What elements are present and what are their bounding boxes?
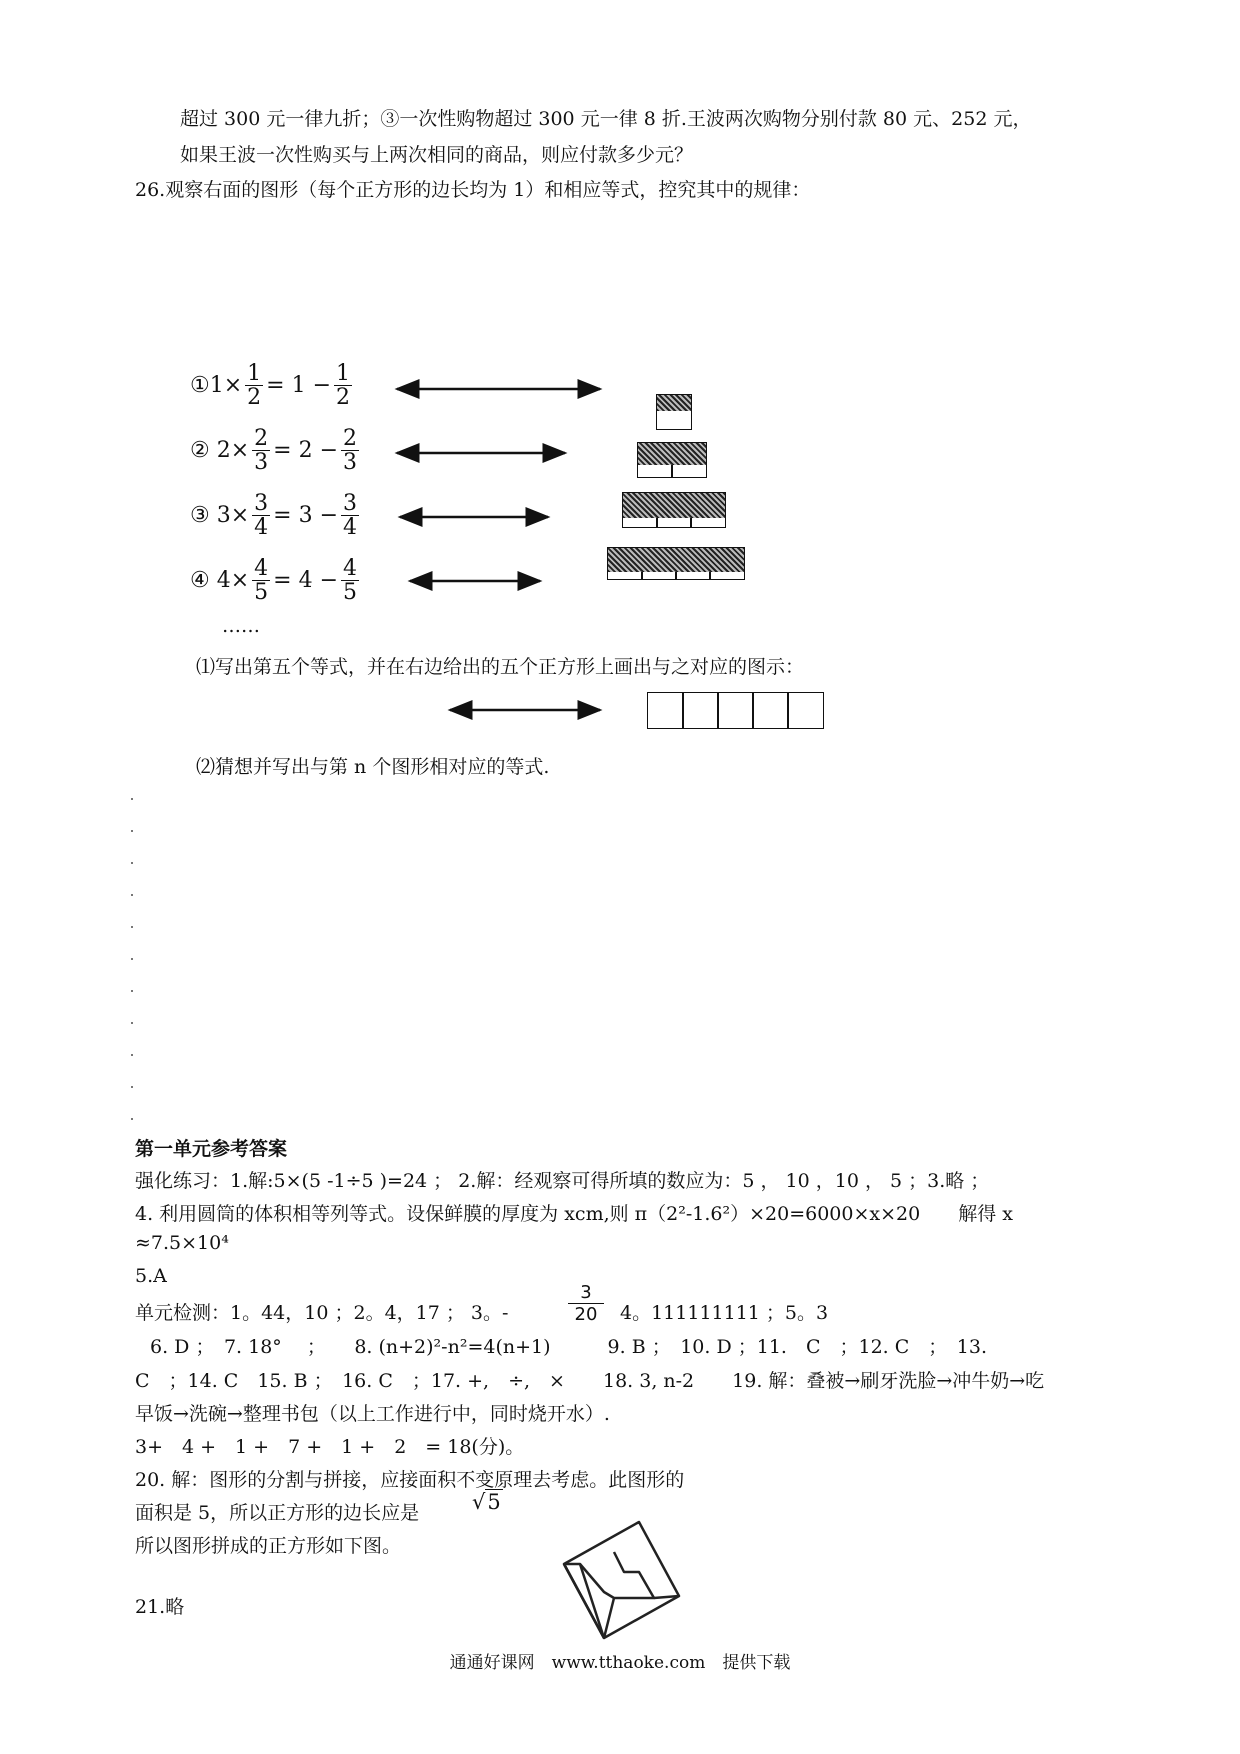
footer-source: 通通好课网 www.tthaoke.com 提供下载 [449,1653,791,1673]
equation-mark: ④ [190,568,210,594]
q25-line-2: 如果王波一次性购买与上两次相同的商品，则应付款多少元？ [180,144,694,166]
equation-mark: ① [190,373,210,399]
unit-square [752,692,789,729]
equation-4: ④ 4 × $\frac{4}{5}$ = 4 − $\frac{4}{5}$ [190,556,358,606]
equation-fraction: $\frac{1}{2}$ [336,361,351,411]
shaded-region [657,395,691,411]
answers-line-9: 3+ 4 + 1 + 7 + 1 + 2 = 18(分)。 [135,1436,525,1458]
equation-mark: ② [190,438,210,464]
equation-fraction: $\frac{2}{3}$ [254,426,269,476]
answers-line-12: 所以图形拼成的正方形如下图。 [135,1535,402,1557]
q26-part-2: ⑵猜想并写出与第 n 个图形相对应的等式. [196,756,550,778]
unit-square [787,692,824,729]
ellipsis: …… [222,615,260,637]
answers-line-11: 面积是 5，所以正方形的边长应是 [135,1502,420,1524]
answers-line-3: ≈7.5×10⁴ [135,1232,229,1254]
equation-2: ② 2 × $\frac{2}{3}$ = 2 − $\frac{2}{3}$ [190,426,358,476]
sqrt-expression: √5 [472,1490,501,1514]
equation-factor: 4 [216,568,231,594]
double-arrows [0,0,1240,760]
unit-square [717,692,754,729]
equation-factor: 2 [216,438,231,464]
equation-factor: 3 [216,503,231,529]
unit-square [647,692,684,729]
equation-mark: ③ [190,503,210,529]
answers-line-6: 6. D ； 7. 18° ； 8. (n+2)²-n²=4(n+1) 9. B ； 10. D ；11. C ；12. C ； 13. [150,1336,987,1358]
unit-square [682,692,719,729]
answers-line-8: 早饭→洗碗→整理书包（以上工作进行中，同时烧开水）. [135,1403,610,1425]
answers-line-13: 21.略 [135,1596,185,1618]
equation-1: ① 1 × $\frac{1}{2}$ = 1 − $\frac{1}{2}$ [190,361,351,411]
equation-fraction: $\frac{4}{5}$ [254,556,269,606]
shaded-region [608,548,744,572]
answer-fraction [568,1282,604,1325]
answers-line-2: 4. 利用圆筒的体积相等列等式。设保鲜膜的厚度为 xcm,则 π（2²-1.6²）×20=6000×x×20 解得 x [135,1203,1013,1225]
answers-title: 第一单元参考答案 [135,1138,288,1160]
equation-fraction: $\frac{1}{2}$ [247,361,262,411]
equation-fraction: $\frac{4}{5}$ [343,556,358,606]
equation-factor: 1 [209,373,224,399]
equation-fraction: $\frac{3}{4}$ [254,491,269,541]
shaded-region [638,443,706,465]
equation-fraction: $\frac{3}{4}$ [343,491,358,541]
q26-part-1: ⑴写出第五个等式，并在右边给出的五个正方形上画出与之对应的图示： [196,656,805,678]
answers-line-10: 20. 解：图形的分割与拼接，应接面积不变原理去考虑。此图形的 [135,1469,685,1491]
sqrt-radicand: 5 [487,1490,501,1514]
q26-stem: 26.观察右面的图形（每个正方形的边长均为 1）和相应等式，控究其中的规律： [135,179,811,201]
fraction-denominator: 20 [574,1304,598,1325]
q25-line-1: 超过 300 元一律九折；③一次性购物超过 300 元一律 8 折.王波两次购物分别付款 80 元、252 元， [180,108,1032,130]
assembled-square-figure [560,1518,690,1648]
shaded-region [623,493,725,518]
equation-fraction: $\frac{2}{3}$ [343,426,358,476]
answers-line-4: 5.A [135,1265,167,1287]
fraction-numerator: 3 [568,1282,604,1304]
answers-line-7: C ；14. C 15. B ； 16. C ；17. +, ÷, × 18. 3, n-2 19. 解：叠被→刷牙洗脸→冲牛奶→吃 [135,1370,1045,1392]
answers-line-5b: 4。111111111 ；5。3 [620,1302,829,1324]
equation-3: ③ 3 × $\frac{3}{4}$ = 3 − $\frac{3}{4}$ [190,491,358,541]
answers-line-1: 强化练习：1.解:5×(5 -1÷5 )=24 ； 2.解：经观察可得所填的数应为：5 ， 10 ，10 ， 5 ；3.略 ； [135,1170,990,1192]
answers-line-5a: 单元检测：1。44，10 ；2。4，17 ； 3。- [135,1302,509,1324]
